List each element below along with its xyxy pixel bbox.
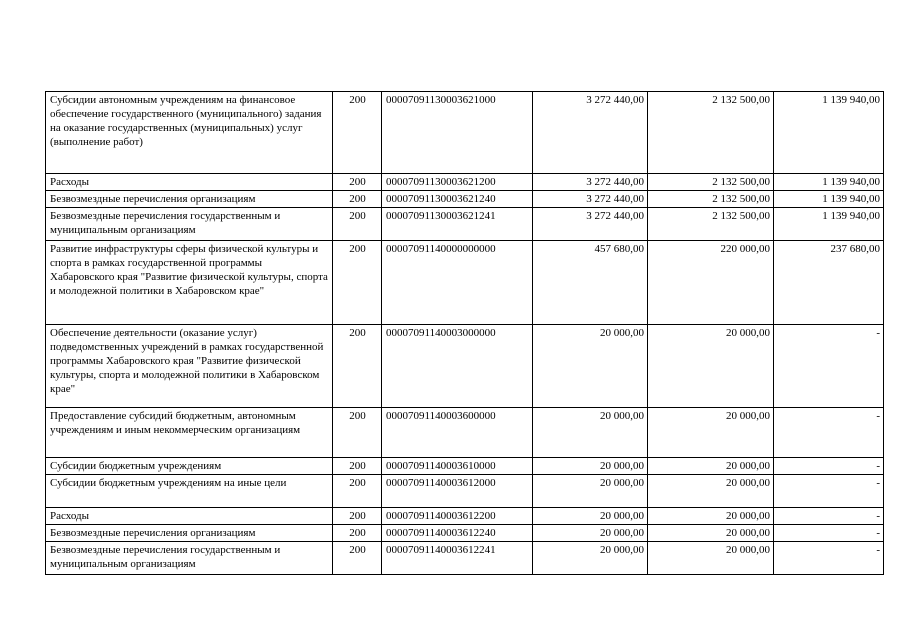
row-line-code: 200 <box>333 241 382 325</box>
row-name: Развитие инфраструктуры сферы физической культуры и спорта в рамках государственной программы Хабаровского края "Развитие физической культуры, спорта и молодежной политики в Хабаровском крае" <box>46 241 333 325</box>
row-unexecuted-amount: 1 139 940,00 <box>774 191 884 208</box>
row-line-code: 200 <box>333 325 382 408</box>
table-row <box>46 325 884 408</box>
row-executed-amount: 220 000,00 <box>648 241 774 325</box>
row-executed-amount: 2 132 500,00 <box>648 208 774 241</box>
row-line-code: 200 <box>333 458 382 475</box>
row-name: Обеспечение деятельности (оказание услуг) подведомственных учреждений в рамках государственной программы Хабаровского края "Развитие физической культуры, спорта и молодежной политики в Хабаровском крае" <box>46 325 333 408</box>
row-line-code: 200 <box>333 208 382 241</box>
table-row <box>46 191 884 208</box>
row-unexecuted-amount: 237 680,00 <box>774 241 884 325</box>
row-name: Безвозмездные перечисления государственным и муниципальным организациям <box>46 208 333 241</box>
row-executed-amount: 2 132 500,00 <box>648 174 774 191</box>
row-name: Расходы <box>46 508 333 525</box>
row-approved-amount: 20 000,00 <box>533 475 648 508</box>
row-unexecuted-amount: - <box>774 458 884 475</box>
row-line-code: 200 <box>333 191 382 208</box>
row-approved-amount: 20 000,00 <box>533 458 648 475</box>
row-classification-code: 00007091140003612000 <box>382 475 533 508</box>
row-line-code: 200 <box>333 508 382 525</box>
row-classification-code: 00007091140003610000 <box>382 458 533 475</box>
table-row <box>46 458 884 475</box>
budget-table <box>45 91 884 575</box>
row-executed-amount: 2 132 500,00 <box>648 191 774 208</box>
row-classification-code: 00007091130003621241 <box>382 208 533 241</box>
row-executed-amount: 20 000,00 <box>648 475 774 508</box>
row-name: Безвозмездные перечисления организациям <box>46 191 333 208</box>
table-row <box>46 542 884 575</box>
table-row <box>46 92 884 174</box>
row-unexecuted-amount: - <box>774 508 884 525</box>
row-approved-amount: 3 272 440,00 <box>533 92 648 174</box>
row-name: Безвозмездные перечисления государственным и муниципальным организациям <box>46 542 333 575</box>
table-row <box>46 174 884 191</box>
table-row <box>46 475 884 508</box>
row-classification-code: 00007091130003621000 <box>382 92 533 174</box>
row-executed-amount: 20 000,00 <box>648 408 774 458</box>
row-line-code: 200 <box>333 92 382 174</box>
table-row <box>46 241 884 325</box>
row-executed-amount: 20 000,00 <box>648 508 774 525</box>
row-line-code: 200 <box>333 542 382 575</box>
row-classification-code: 00007091140003600000 <box>382 408 533 458</box>
table-row <box>46 508 884 525</box>
row-classification-code: 00007091140000000000 <box>382 241 533 325</box>
row-name: Субсидии бюджетным учреждениям <box>46 458 333 475</box>
row-unexecuted-amount: - <box>774 542 884 575</box>
row-unexecuted-amount: - <box>774 408 884 458</box>
row-classification-code: 00007091140003612200 <box>382 508 533 525</box>
row-unexecuted-amount: 1 139 940,00 <box>774 208 884 241</box>
row-name: Субсидии автономным учреждениям на финансовое обеспечение государственного (муниципального) задания на оказание государственных (муниципальных) услуг (выполнение работ) <box>46 92 333 174</box>
row-executed-amount: 20 000,00 <box>648 542 774 575</box>
row-line-code: 200 <box>333 408 382 458</box>
row-approved-amount: 3 272 440,00 <box>533 191 648 208</box>
row-classification-code: 00007091130003621240 <box>382 191 533 208</box>
row-approved-amount: 3 272 440,00 <box>533 174 648 191</box>
row-name: Субсидии бюджетным учреждениям на иные цели <box>46 475 333 508</box>
row-executed-amount: 2 132 500,00 <box>648 92 774 174</box>
row-unexecuted-amount: - <box>774 325 884 408</box>
table-row <box>46 408 884 458</box>
row-approved-amount: 20 000,00 <box>533 325 648 408</box>
row-name: Безвозмездные перечисления организациям <box>46 525 333 542</box>
row-approved-amount: 20 000,00 <box>533 508 648 525</box>
row-classification-code: 00007091130003621200 <box>382 174 533 191</box>
row-name: Предоставление субсидий бюджетным, автономным учреждениям и иным некоммерческим организациям <box>46 408 333 458</box>
table-row <box>46 525 884 542</box>
row-line-code: 200 <box>333 525 382 542</box>
row-executed-amount: 20 000,00 <box>648 525 774 542</box>
table-row <box>46 208 884 241</box>
row-approved-amount: 3 272 440,00 <box>533 208 648 241</box>
row-line-code: 200 <box>333 174 382 191</box>
row-classification-code: 00007091140003000000 <box>382 325 533 408</box>
row-unexecuted-amount: - <box>774 525 884 542</box>
row-classification-code: 00007091140003612240 <box>382 525 533 542</box>
row-approved-amount: 20 000,00 <box>533 542 648 575</box>
row-approved-amount: 457 680,00 <box>533 241 648 325</box>
row-executed-amount: 20 000,00 <box>648 325 774 408</box>
row-unexecuted-amount: - <box>774 475 884 508</box>
row-unexecuted-amount: 1 139 940,00 <box>774 174 884 191</box>
budget-table-body <box>46 92 884 575</box>
row-approved-amount: 20 000,00 <box>533 408 648 458</box>
row-line-code: 200 <box>333 475 382 508</box>
row-unexecuted-amount: 1 139 940,00 <box>774 92 884 174</box>
row-executed-amount: 20 000,00 <box>648 458 774 475</box>
row-approved-amount: 20 000,00 <box>533 525 648 542</box>
row-classification-code: 00007091140003612241 <box>382 542 533 575</box>
row-name: Расходы <box>46 174 333 191</box>
